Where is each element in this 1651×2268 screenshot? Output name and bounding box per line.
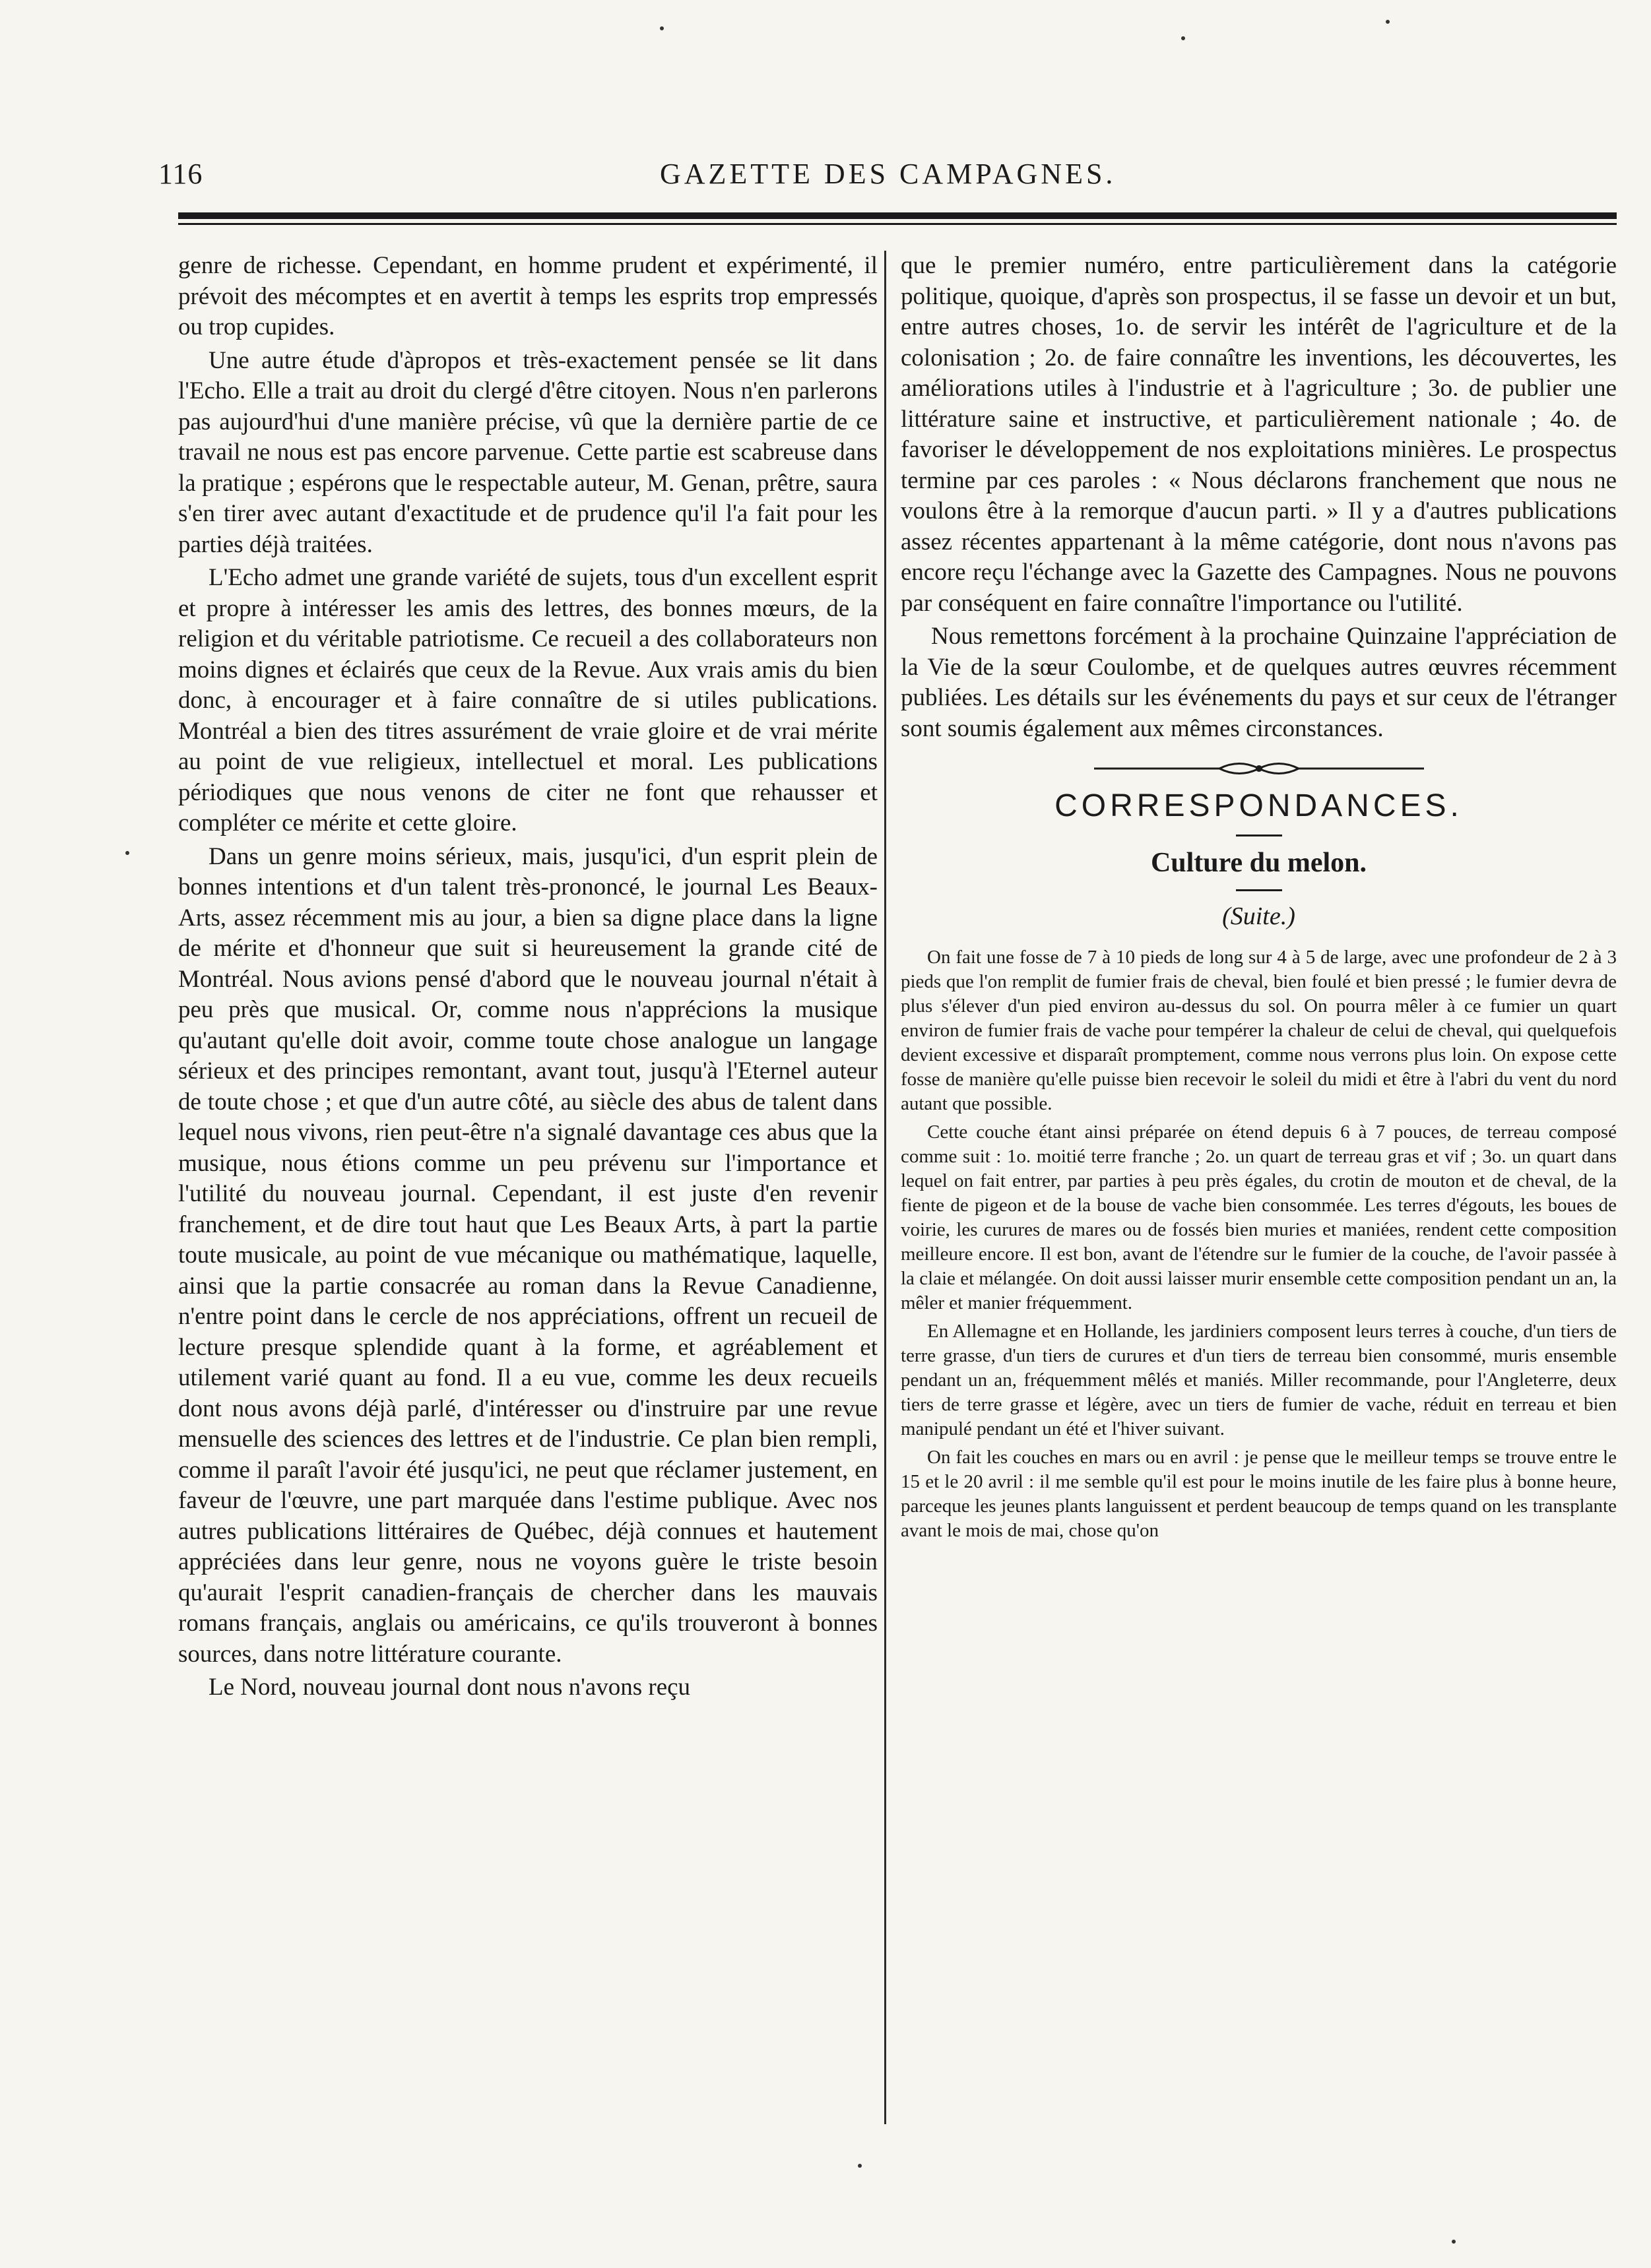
running-title: GAZETTE DES CAMPAGNES. (660, 158, 1117, 190)
print-speck (858, 2164, 862, 2168)
section-heading: CORRESPONDANCES. (1054, 788, 1463, 823)
ornament-divider (1087, 759, 1431, 778)
right-paragraph-1: que le premier numéro, entre particulièrement dans la catégorie politique, quoique, d'après son prospectus, il se fasse un devoir et un but, entre autres choses, 1o. de servir les intérêt de l'agriculture et de la colonisation ; 2o. de faire connaître les inventions, les découvertes, les améliorations utiles à l'industrie et à l'agriculture ; 3o. de publier une littérature saine et instructive, et particulièrement nationale ; 4o. de favoriser le développement de nos exploitations minières. Le prospectus termine par ces paroles : « Nous déclarons franchement que nous ne voulons être à la remorque d'aucun parti. » Il y a d'autres publications assez récentes appartenant à la même catégorie, dont nous n'avons pas encore reçu l'échange avec la Gazette des Campagnes. Nous ne pouvons par conséquent en faire connaître l'importance ou l'utilité. (901, 252, 1617, 617)
left-paragraph-4: Dans un genre moins sérieux, mais, jusqu'ici, d'un esprit plein de bonnes intentions et d'un talent très-prononcé, le journal Les Beaux-Arts, assez récemment mis au jour, a bien sa digne place dans la ligne de mérite et d'honneur que suit si heureusement la grande cité de Montréal. Nous avions pensé d'abord que le nouveau journal n'était à peu près que musical. Or, comme nous n'apprécions la musique qu'autant qu'elle doit avoir, comme toute chose analogue un langage sérieux et des principes remontant, avant tout, jusqu'à l'Eternel auteur de toute chose ; et que d'un autre côté, au siècle des abus de talent dans lequel nous vivons, rien peut-être n'a signalé davantage ces abus que la musique, nous étions comme un peu prévenu sur l'importance et l'utilité du nouveau journal. Cependant, il est juste d'en revenir franchement, et de dire tout haut que Les Beaux Arts, à part la partie toute musicale, au point de vue mécanique ou mathématique, laquelle, ainsi que la partie consacrée au roman dans la Revue Canadienne, n'entre point dans le cercle de nos appréciations, offrent un recueil de lecture presque splendide quant à la forme, et agréablement et utilement varié quant au fond. Il a eu vue, comme les deux recueils dont nous avons déjà parlé, d'intéresser ou d'instruire par une revue mensuelle des sciences des lettres et de l'industrie. Ce plan bien rempli, comme il paraît l'avoir été jusqu'ici, ne peut que réclamer justement, en faveur de l'œuvre, une part marquée dans l'estime publique. Avec nos autres publications littéraires de Québec, déjà connues et hautement appréciées dans leur genre, nous ne voyons guère le triste besoin qu'aurait l'esprit canadien-français de chercher dans les mauvais romans français, anglais ou américains, ce qu'ils trouveront à bonnes sources, dans notre littérature courante. (178, 842, 878, 1668)
left-paragraph-5: Le Nord, nouveau journal dont nous n'avons reçu (209, 1674, 691, 1701)
right-column (901, 251, 1617, 1543)
print-speck (125, 851, 129, 855)
left-column (178, 251, 878, 1703)
column-divider (884, 251, 886, 2124)
header-rule-thin (178, 223, 1617, 225)
article-title: Culture du melon. (1150, 848, 1367, 878)
left-paragraph-1: genre de richesse. Cependant, en homme prudent et expérimenté, il prévoit des mécomptes et en avertit à temps les esprits trop empressés ou trop cupides. (178, 252, 878, 340)
print-speck (1452, 2240, 1456, 2244)
heading-rule (1236, 835, 1282, 836)
article-paragraph-1: On fait une fosse de 7 à 10 pieds de long sur 4 à 5 de large, avec une profondeur de 2 à 3 pieds que l'on remplit de fumier frais de cheval, bien foulé et bien pressé ; le fumier devra de plus s'élever d'un pied environ au-dessus du sol. On pourra mêler à ce fumier un quart environ de fumier frais de vache pour tempérer la chaleur de celui de cheval, qui quelquefois devient excessive et disparaît promptement, comme nous verrons plus loin. On expose cette fosse de manière qu'elle puisse bien recevoir le soleil du midi et être à l'abri du vent du nord autant que possible. (901, 947, 1617, 1114)
page-header (158, 157, 1432, 203)
print-speck (1386, 20, 1390, 24)
title-rule (1236, 889, 1282, 891)
right-paragraph-2: Nous remettons forcément à la prochaine Quinzaine l'appréciation de la Vie de la sœur Coulombe, et de quelques autres œuvres récemment publiées. Les détails sur les événements du pays et sur ceux de l'étranger sont soumis également aux mêmes circonstances. (901, 623, 1617, 742)
article-continued: (Suite.) (1222, 902, 1295, 930)
article-paragraph-3: En Allemagne et en Hollande, les jardiniers composent leurs terres à couche, d'un tiers de terre grasse, d'un tiers de curures et d'un tiers de terreau bien consommé, muris ensemble pendant un an, fréquemment mêlés et maniés. Miller recommande, pour l'Angleterre, deux tiers de terre grasse et légère, avec un tiers de fumier de vache, réduit en terreau et bien manipulé pendant un été et l'hiver suivant. (901, 1321, 1617, 1439)
print-speck (1181, 36, 1185, 40)
header-rule-thick (178, 212, 1617, 219)
left-paragraph-2: Une autre étude d'àpropos et très-exactement pensée se lit dans l'Echo. Elle a trait au droit du clergé d'être citoyen. Nous n'en parlerons pas aujourd'hui d'une manière précise, vû que la dernière partie de ce travail ne nous est pas encore parvenue. Cette partie est scabreuse dans la pratique ; espérons que le respectable auteur, M. Genan, prêtre, saura s'en tirer avec autant d'exactitude et de prudence qu'il l'a fait pour les parties déjà traitées. (178, 346, 878, 558)
article-paragraph-2: Cette couche étant ainsi préparée on étend depuis 6 à 7 pouces, de terreau composé comme suit : 1o. moitié terre franche ; 2o. un quart de terreau gras et vif ; 3o. un quart dans lequel on fait entrer, par parties à peu près égales, du crotin de mouton et de cheval, de la fiente de pigeon et de la bouse de vache bien consommée. Les terres d'égouts, les boues de voirie, les curures de mares ou de fossés bien muries et maniées, rendent cette composition meilleure encore. Il est bon, avant de l'étendre sur le fumier de la couche, de l'avoir passée à la claie et mélangée. On doit aussi laisser murir ensemble cette composition pendant un an, la mêler et manier fréquemment. (901, 1121, 1617, 1313)
left-paragraph-3: L'Echo admet une grande variété de sujets, tous d'un excellent esprit et propre à intéresser les amis des lettres, des bonnes mœurs, de la religion et du véritable patriotisme. Ce recueil a des collaborateurs non moins dignes et éclairés que ceux de la Revue. Aux vrais amis du bien donc, à encourager et à faire connaître de si utiles publications. Montréal a bien des titres assurément de vraie gloire et de vrai mérite au point de vue religieux, intellectuel et moral. Les publications périodiques que nous venons de citer ne font que rehausser et compléter ce mérite et cette gloire. (178, 564, 878, 836)
article-paragraph-4: On fait les couches en mars ou en avril : je pense que le meilleur temps se trouve entre le 15 et le 20 avril : il me semble qu'il est pour le moins inutile de les faire plus à bonne heure, parceque les jeunes plants languissent et perdent beaucoup de temps quand on les transplante avant le mois de mai, chose qu'on (901, 1447, 1617, 1541)
page-number: 116 (158, 158, 203, 190)
print-speck (660, 26, 664, 30)
